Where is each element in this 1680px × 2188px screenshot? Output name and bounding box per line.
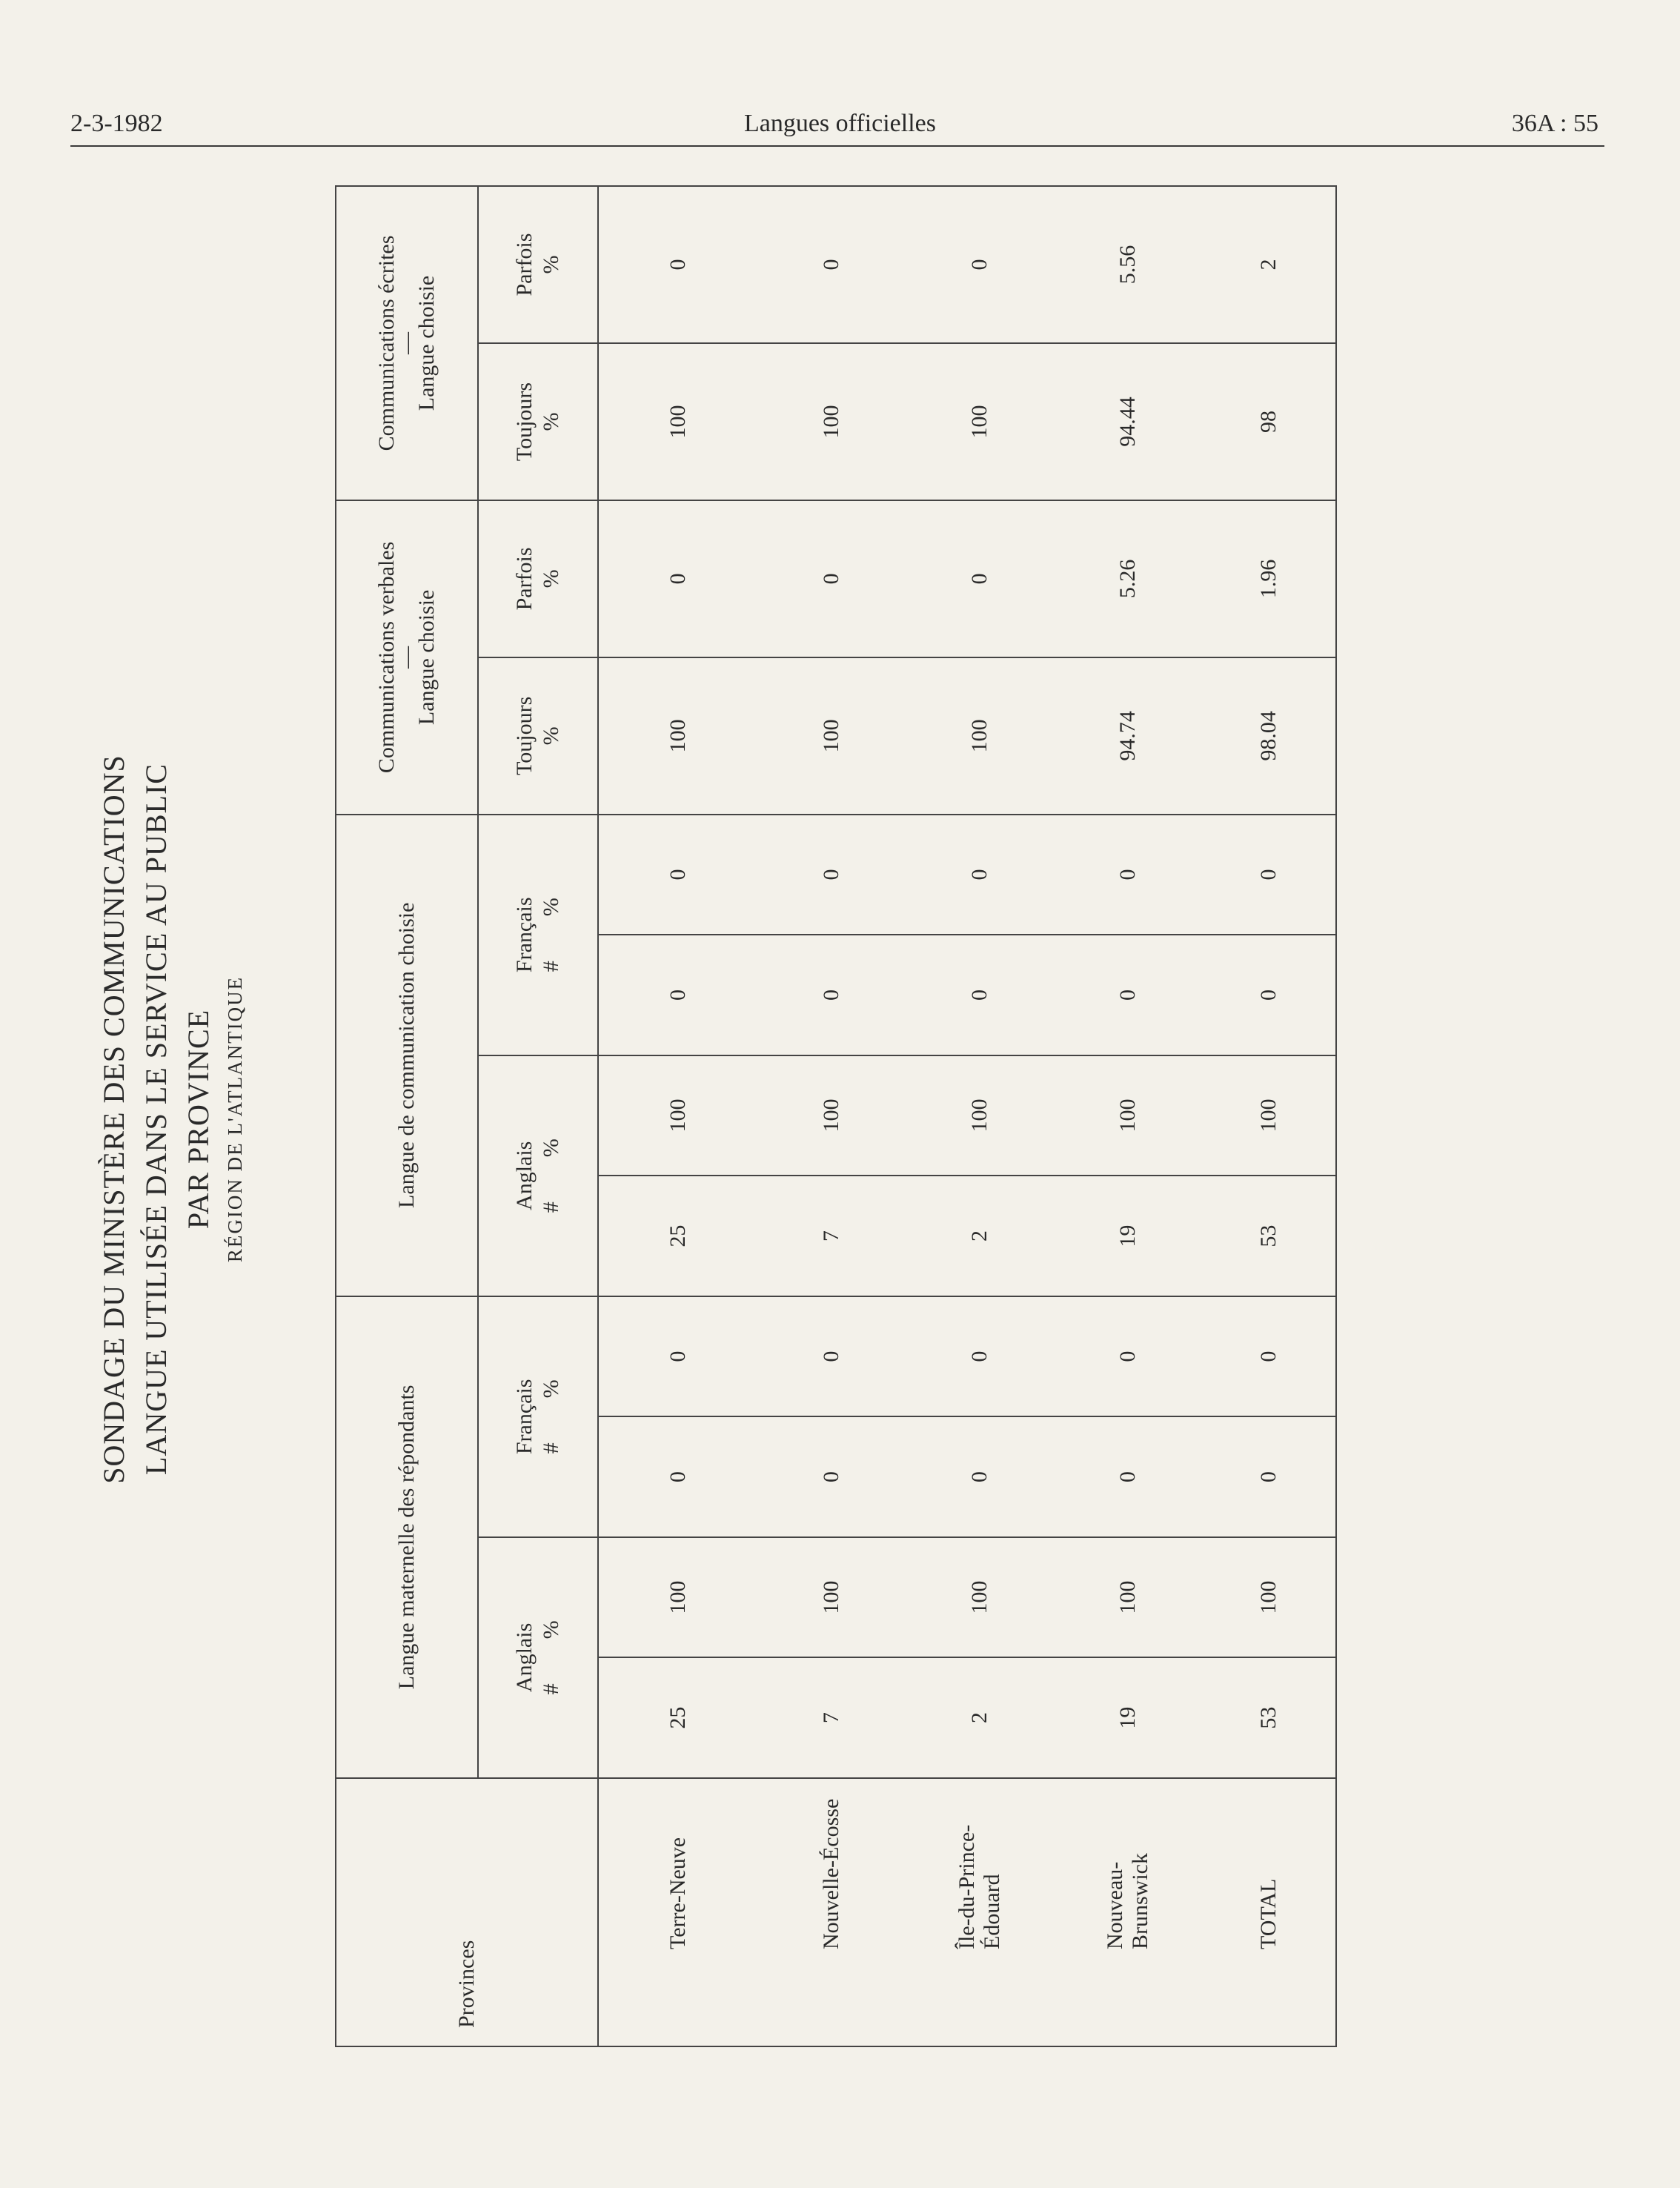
cell-mt-en-p: 100 (598, 1537, 757, 1658)
cell-mt-fr-n: 0 (906, 1416, 1054, 1537)
cell-cl-en-n: 7 (757, 1176, 906, 1296)
cell-mt-en-p: 100 (757, 1537, 906, 1658)
survey-table-frame (335, 185, 1337, 2047)
verbal-title: Communications verbales (374, 541, 399, 774)
written-toujours-label: Toujours (512, 382, 537, 462)
cell-verbal-toujours: 100 (598, 657, 757, 815)
written-parfois-pct: % (539, 255, 563, 274)
cell-written-parfois: 0 (757, 186, 906, 343)
province-name: Nouvelle-Écosse (757, 1778, 906, 2046)
cell-written-toujours: 100 (598, 343, 757, 500)
mt-anglais-pct: % (539, 1620, 563, 1640)
cell-cl-fr-n: 0 (757, 935, 906, 1055)
group-mother-tongue: Langue maternelle des répondants (336, 1296, 478, 1778)
cell-cl-fr-n: 0 (906, 935, 1054, 1055)
cell-verbal-toujours: 94.74 (1054, 657, 1202, 815)
header-date: 2-3-1982 (70, 110, 163, 137)
cl-francais-label: Français (512, 897, 537, 973)
written-dash: — (394, 331, 419, 354)
cell-cl-fr-p: 0 (906, 815, 1054, 935)
mt-anglais-header (478, 1537, 598, 1778)
cl-francais-header (478, 815, 598, 1055)
cell-written-toujours: 98 (1202, 343, 1336, 500)
mt-francais-header (478, 1296, 598, 1537)
cell-cl-fr-p: 0 (757, 815, 906, 935)
cell-written-toujours: 94.44 (1054, 343, 1202, 500)
verbal-parfois-pct: % (539, 569, 563, 589)
cell-cl-fr-p: 0 (1202, 815, 1336, 935)
header-title: Langues officielles (743, 110, 936, 137)
mt-anglais-label: Anglais (512, 1622, 537, 1693)
table-title-block (93, 674, 330, 1564)
table-row-total (1202, 186, 1336, 2046)
cell-written-parfois: 0 (598, 186, 757, 343)
written-parfois-label: Parfois (512, 233, 537, 296)
cell-cl-en-n: 2 (906, 1176, 1054, 1296)
written-parfois-header (478, 186, 598, 343)
cell-verbal-toujours: 98.04 (1202, 657, 1336, 815)
cl-anglais-pct: % (539, 1138, 563, 1158)
cell-written-toujours: 100 (906, 343, 1054, 500)
cell-cl-fr-n: 0 (1054, 935, 1202, 1055)
cell-mt-en-n: 19 (1054, 1657, 1202, 1778)
cell-cl-en-p: 100 (757, 1055, 906, 1176)
cell-mt-en-p: 100 (1054, 1537, 1202, 1658)
cell-cl-fr-n: 0 (598, 935, 757, 1055)
cell-cl-en-p: 100 (598, 1055, 757, 1176)
cell-verbal-parfois: 0 (598, 500, 757, 657)
cell-verbal-parfois: 0 (906, 500, 1054, 657)
mt-francais-pct: % (539, 1379, 563, 1399)
province-name: Terre-Neuve (598, 1778, 757, 2046)
cl-francais-pct: % (539, 898, 563, 917)
survey-table-rotator (335, 185, 1337, 2047)
group-written-communications (336, 186, 478, 500)
written-toujours-header (478, 343, 598, 500)
cell-mt-fr-n: 0 (1202, 1416, 1336, 1537)
cell-cl-fr-n: 0 (1202, 935, 1336, 1055)
title-line-2: LANGUE UTILISÉE DANS LE SERVICE AU PUBLIC (139, 763, 173, 1475)
written-chosen: Langue choisie (414, 275, 439, 411)
group-communication-language: Langue de communication choisie (336, 815, 478, 1296)
cell-mt-fr-n: 0 (757, 1416, 906, 1537)
header-rule (70, 145, 1604, 147)
cell-mt-fr-p: 0 (1202, 1296, 1336, 1417)
cl-anglais-num: # (539, 1201, 563, 1213)
written-toujours-pct: % (539, 412, 563, 431)
cell-written-toujours: 100 (757, 343, 906, 500)
cell-verbal-toujours: 100 (757, 657, 906, 815)
mt-anglais-num: # (539, 1683, 563, 1695)
written-title: Communications écrites (374, 235, 399, 451)
cell-written-parfois: 2 (1202, 186, 1336, 343)
verbal-toujours-header (478, 657, 598, 815)
title-line-1: SONDAGE DU MINISTÈRE DES COMMUNICATIONS (97, 755, 130, 1484)
title-region: RÉGION DE L'ATLANTIQUE (224, 975, 246, 1263)
title-line-3: PAR PROVINCE (182, 1009, 215, 1230)
cell-mt-en-n: 25 (598, 1657, 757, 1778)
cell-mt-en-n: 2 (906, 1657, 1054, 1778)
cell-cl-fr-p: 0 (598, 815, 757, 935)
cell-written-parfois: 5.56 (1054, 186, 1202, 343)
province-name: TOTAL (1202, 1778, 1336, 2046)
cl-anglais-header (478, 1055, 598, 1296)
cell-mt-fr-p: 0 (598, 1296, 757, 1417)
province-name: Île-du-Prince-Édouard (906, 1778, 1054, 2046)
verbal-toujours-pct: % (539, 726, 563, 746)
cell-mt-fr-n: 0 (1054, 1416, 1202, 1537)
group-verbal-communications (336, 500, 478, 815)
survey-table (335, 185, 1337, 2047)
cell-verbal-parfois: 0 (757, 500, 906, 657)
cell-cl-en-n: 53 (1202, 1176, 1336, 1296)
provinces-header: Provinces (336, 1778, 598, 2046)
cell-cl-fr-p: 0 (1054, 815, 1202, 935)
cell-verbal-parfois: 5.26 (1054, 500, 1202, 657)
cl-anglais-label: Anglais (512, 1141, 537, 1210)
cell-cl-en-p: 100 (906, 1055, 1054, 1176)
cell-cl-en-p: 100 (1054, 1055, 1202, 1176)
table-row (757, 186, 906, 2046)
header-page-number: 36A : 55 (1511, 110, 1598, 137)
cell-mt-fr-p: 0 (757, 1296, 906, 1417)
cell-cl-en-n: 25 (598, 1176, 757, 1296)
cell-verbal-parfois: 1.96 (1202, 500, 1336, 657)
mt-francais-num: # (539, 1442, 563, 1454)
table-row (1054, 186, 1202, 2046)
cell-verbal-toujours: 100 (906, 657, 1054, 815)
verbal-dash: — (394, 646, 419, 669)
cell-mt-fr-p: 0 (906, 1296, 1054, 1417)
verbal-parfois-label: Parfois (512, 547, 537, 611)
cl-francais-num: # (539, 961, 563, 972)
mt-francais-label: Français (512, 1379, 537, 1455)
cell-mt-en-p: 100 (906, 1537, 1054, 1658)
cell-mt-en-n: 53 (1202, 1657, 1336, 1778)
cell-written-parfois: 0 (906, 186, 1054, 343)
cell-cl-en-p: 100 (1202, 1055, 1336, 1176)
province-name: Nouveau-Brunswick (1054, 1778, 1202, 2046)
cell-mt-fr-n: 0 (598, 1416, 757, 1537)
table-row (906, 186, 1054, 2046)
cell-mt-en-p: 100 (1202, 1537, 1336, 1658)
cell-mt-fr-p: 0 (1054, 1296, 1202, 1417)
table-row (598, 186, 757, 2046)
cell-mt-en-n: 7 (757, 1657, 906, 1778)
verbal-parfois-header (478, 500, 598, 657)
cell-cl-en-n: 19 (1054, 1176, 1202, 1296)
verbal-chosen: Langue choisie (414, 589, 439, 726)
verbal-toujours-label: Toujours (512, 696, 537, 775)
